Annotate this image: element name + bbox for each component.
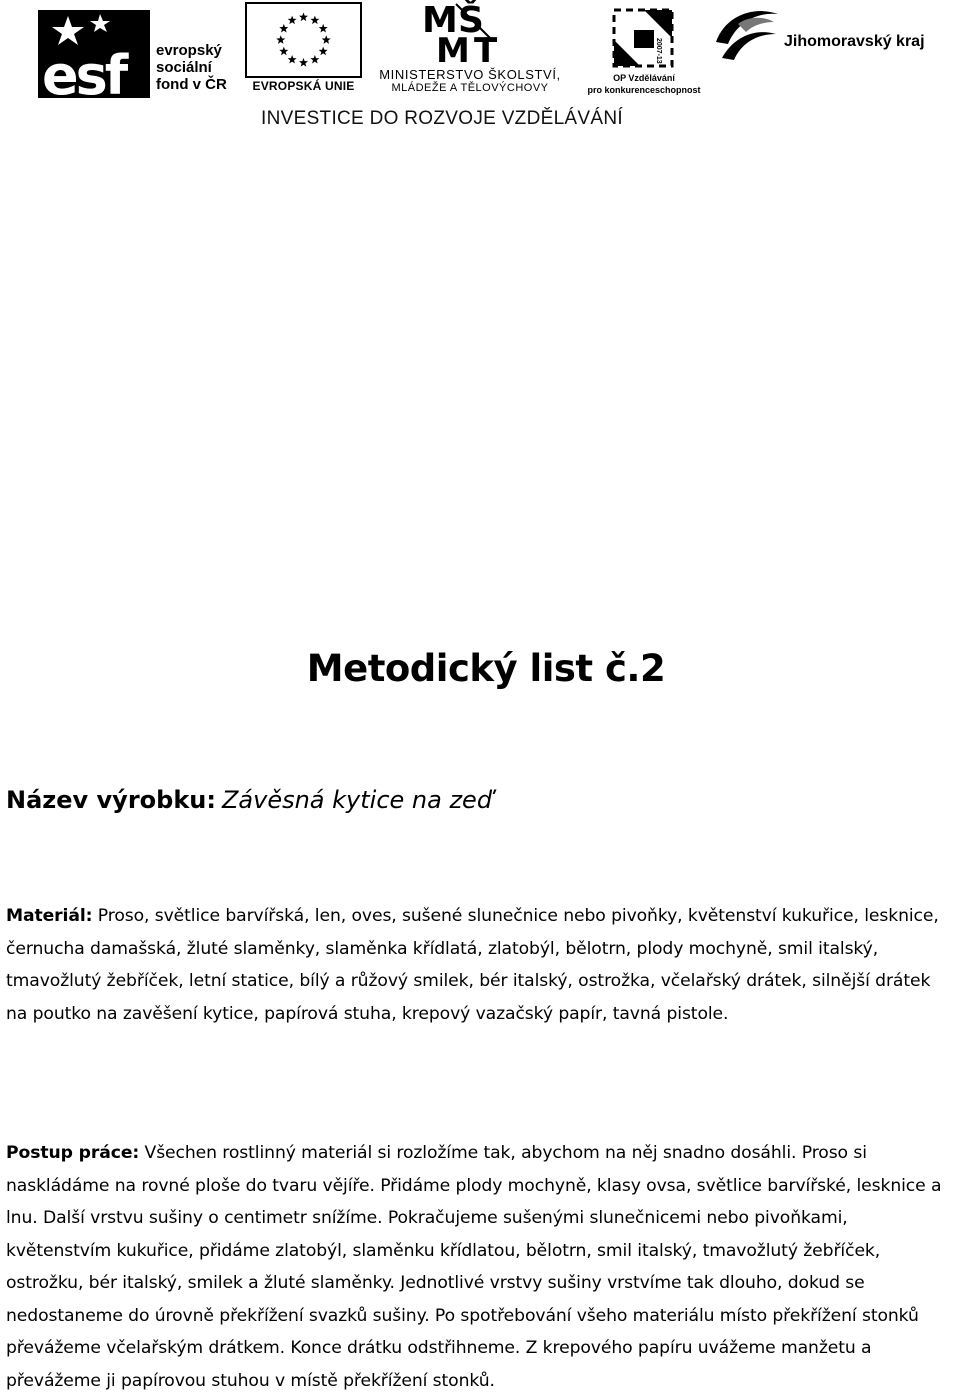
esf-logo <box>38 10 238 98</box>
investice-tagline <box>0 108 960 130</box>
esf-line-3: fond v ČR <box>156 76 227 93</box>
msmt-logo-icon <box>418 0 528 64</box>
op-line-1: OP Vzdělávání <box>613 73 675 83</box>
material-paragraph <box>6 900 956 1030</box>
product-name-row <box>6 786 492 814</box>
logo-header <box>0 0 960 140</box>
eu-star-icon <box>279 24 288 33</box>
op-logo <box>580 4 708 98</box>
product-value: Závěsná kytice na zeď <box>221 786 493 814</box>
tagline-text: INVESTICE DO ROZVOJE VZDĚLÁVÁNÍ <box>261 108 623 129</box>
jmk-logo <box>712 4 948 64</box>
eu-star-icon <box>322 35 331 44</box>
op-year: 2007-13 <box>655 38 662 64</box>
svg-text:M: M <box>422 0 458 41</box>
eu-logo <box>245 2 362 98</box>
esf-line-1: evropský <box>156 42 222 59</box>
eu-star-icon <box>319 24 328 33</box>
procedure-label: Postup práce: <box>6 1143 140 1163</box>
esf-logo-icon <box>38 10 150 98</box>
eu-star-icon <box>299 58 308 67</box>
eu-star-icon <box>288 55 297 64</box>
msmt-line-2: MLÁDEŽE A TĚLOVÝCHOVY <box>391 82 549 94</box>
material-text: Proso, světlice barvířská, len, oves, sušené slunečnice nebo pivoňky, květenství kukuřice, lesknice, černucha damašská, žluté slaměnky, slaměnka křídlatá, zlatobýl, bělotrn, plody mochyně, smil italský, tmavožlutý žebříček, letní statice, bílý a růžový smilek, bér italský, ostrožka, včelařský drátek, silnější drátek na poutko na zavěšení kytice, papírová stuha, krepový vazačský papír, tavná pistole. <box>6 906 939 1024</box>
product-label: Název výrobku: <box>6 786 216 814</box>
eu-logo-label: EVROPSKÁ UNIE <box>252 79 355 93</box>
eu-star-icon <box>310 16 319 25</box>
svg-text:esf: esf <box>42 44 126 98</box>
eu-flag-icon <box>245 2 362 78</box>
svg-text:M: M <box>436 31 470 64</box>
msmt-logo <box>370 0 570 98</box>
eu-star-icon <box>319 47 328 56</box>
material-label: Materiál: <box>6 906 93 926</box>
op-logo-icon <box>608 4 680 72</box>
jmk-logo-icon <box>712 4 782 62</box>
page-title-text: Metodický list č.2 <box>306 647 666 690</box>
eu-star-icon <box>279 47 288 56</box>
eu-star-icon <box>276 35 285 44</box>
esf-logo-text <box>156 42 227 93</box>
svg-text:Š: Š <box>458 0 484 41</box>
page-title <box>0 647 960 690</box>
eu-star-icon <box>288 16 297 25</box>
msmt-line-1: MINISTERSTVO ŠKOLSTVÍ, <box>379 67 561 82</box>
jmk-logo-label: Jihomoravský kraj <box>784 33 925 50</box>
esf-line-2: sociální <box>156 59 212 76</box>
eu-star-icon <box>299 13 308 22</box>
eu-star-icon <box>310 55 319 64</box>
svg-text:T: T <box>474 31 498 64</box>
procedure-paragraph <box>6 1137 956 1397</box>
op-line-2: pro konkurenceschopnost <box>587 85 701 95</box>
procedure-text: Všechen rostlinný materiál si rozložíme tak, abychom na něj snadno dosáhli. Proso si naskládáme na rovné ploše do tvaru vějíře. Přidáme plody mochyně, klasy ovsa, světlice barvířské, lesknice a lnu. Další vrstvu sušiny o centimetr snížíme. Pokračujeme sušenými slunečnicemi nebo pivoňkami, květenstvím kukuřice, přidáme zlatobýl, slaměnku křídlatou, bělotrn, smil italský, tmavožlutý žebříček, ostrožku, bér italský, smilek a žluté slaměnky. Jednotlivé vrstvy sušiny vrstvíme tak dlouho, dokud se nedostaneme do úrovně překřížení svazků sušiny. Po spotřebování všeho materiálu místo překřížení stonků převážeme včelařským drátkem. Konce drátku odstřihneme. Z krepového papíru uvážeme manžetu a převážeme ji papírovou stuhou v místě překřížení stonků. <box>6 1143 942 1391</box>
